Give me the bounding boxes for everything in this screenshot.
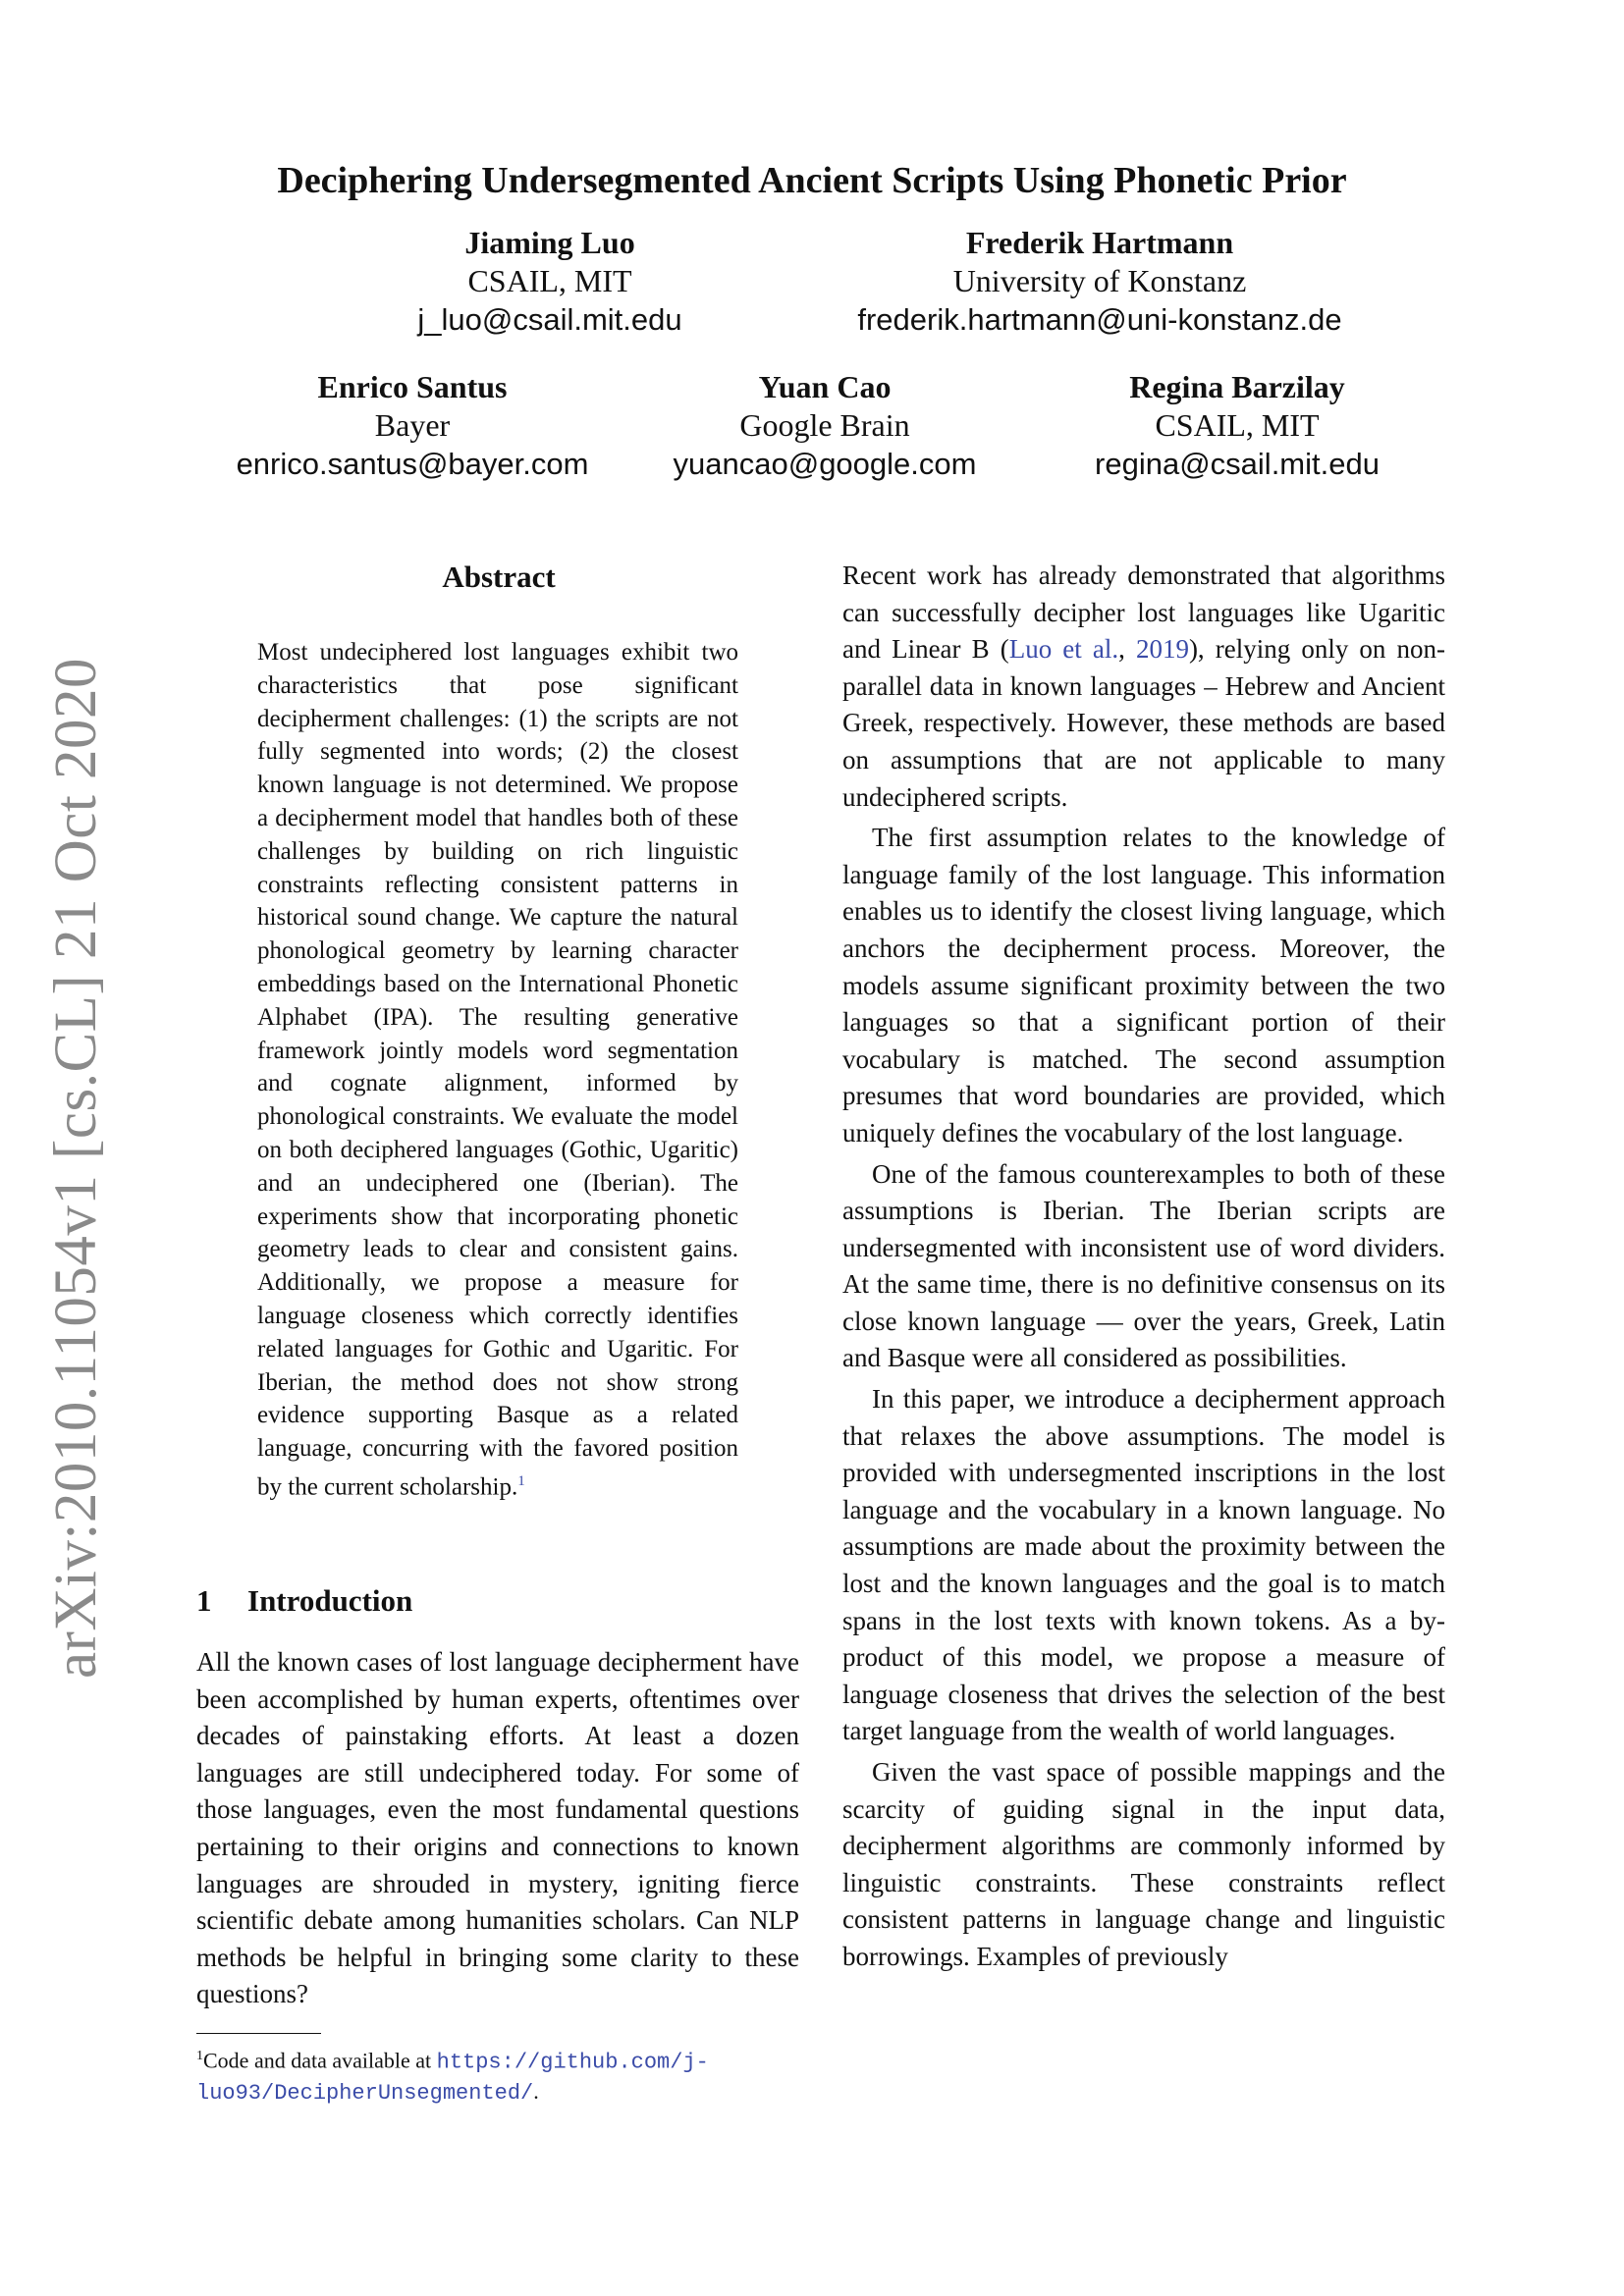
author-name: Jiaming Luo xyxy=(464,225,635,260)
abstract-text xyxy=(257,636,738,1504)
footnote-mark: 1 xyxy=(196,2049,203,2063)
footnote xyxy=(196,2042,803,2109)
author-block xyxy=(353,224,746,339)
section-number: 1 xyxy=(196,1583,212,1618)
abstract-body: Most undeciphered lost languages exhibit two characteristics that pose significant decipherment challenges: (1) the scripts are not fully segmented into words; (2) the closest known language is not determined. We propose a decipherment model that handles both of these challenges by building on rich linguistic constraints reflecting consistent patterns in historical sound change. We capture the natural phonological geometry by learning character embeddings based on the International Phonetic Alphabet (IPA). The resulting generative framework jointly models word segmentation and cognate alignment, informed by phonological constraints. We evaluate the model on both deciphered languages (Gothic, Ugaritic) and an undeciphered one (Iberian). The experiments show that incorporating phonetic geometry leads to clear and consistent gains. Additionally, we propose a measure for language closeness which correctly identifies related languages for Gothic and Ugaritic. For Iberian, the method does not show strong evidence supporting Basque as a related language, concurring with the favored position by the current scholarship. xyxy=(257,639,738,1501)
author-name: Frederik Hartmann xyxy=(965,225,1234,260)
paragraph-text: ), relying only on non-parallel data in known languages – Hebrew and Ancient Greek, respectively. However, these methods are based on assumptions that are not applicable to many undeciphered scripts. xyxy=(842,634,1445,812)
paragraph-text: Recent work has already demonstrated that algorithms can successfully decipher lost languages like Ugaritic and Linear B ( xyxy=(842,561,1445,665)
author-email[interactable]: yuancao@google.com xyxy=(673,447,977,481)
author-block xyxy=(815,224,1384,339)
footnote-end: . xyxy=(533,2079,539,2105)
intro-paragraph: One of the famous counterexamples to both of these assumptions is Iberian. The Iberian scripts are undersegmented with inconsistent use of word dividers. At the same time, there is no definitive consensus on its close known language — over the years, Greek, Latin and Basque were all considered as possibilities. xyxy=(842,1158,1445,1373)
section-heading xyxy=(196,1583,412,1619)
author-block xyxy=(1041,368,1434,483)
author-name: Yuan Cao xyxy=(758,369,892,404)
author-affiliation: CSAIL, MIT xyxy=(1155,407,1320,443)
author-name: Enrico Santus xyxy=(317,369,508,404)
section-title: Introduction xyxy=(247,1583,413,1618)
citation-link[interactable]: Luo et al. xyxy=(1008,634,1119,665)
author-name: Regina Barzilay xyxy=(1129,369,1345,404)
author-email[interactable]: enrico.santus@bayer.com xyxy=(236,447,589,481)
intro-paragraph: The first assumption relates to the knowledge of language family of the lost language. This information enables us to identify the closest living language, which anchors the decipherment process. Moreover, the models assume significant proximity between the two languages so that a significant portion of their vocabulary is matched. The second assumption presumes that word boundaries are provided, which uniquely defines the vocabulary of the lost language. xyxy=(842,823,1445,1148)
author-email[interactable]: frederik.hartmann@uni-konstanz.de xyxy=(857,302,1342,337)
footnote-reference[interactable]: 1 xyxy=(517,1472,525,1489)
abstract-heading: Abstract xyxy=(442,560,556,594)
author-affiliation: CSAIL, MIT xyxy=(467,263,632,298)
intro-paragraph: In this paper, we introduce a decipherment approach that relaxes the above assumptions. The model is provided with undersegmented inscriptions in the lost language and the vocabulary in a known language. No assumptions are made about the proximity between the lost and the known languages and the goal is to match spans in the lost texts with known tokens. As a by-product of this model, we propose a measure of language closeness that drives the selection of the best target language from the wealth of world languages. xyxy=(842,1384,1445,1746)
intro-paragraph: Given the vast space of possible mappings and the scarcity of guiding signal in the input data, decipherment algorithms are commonly informed by linguistic constraints. These constraints reflect consistent patterns in language change and linguistic borrowings. Examples of previously xyxy=(842,1757,1445,1971)
arxiv-identifier: arXiv:2010.11054v1 [cs.CL] 21 Oct 2020 xyxy=(43,657,109,1679)
paper-title: Deciphering Undersegmented Ancient Scripts Using Phonetic Prior xyxy=(277,160,1347,201)
intro-paragraph xyxy=(842,558,1445,816)
author-affiliation: Bayer xyxy=(374,407,451,443)
intro-paragraph: All the known cases of lost language decipherment have been accomplished by human experts, oftentimes over decades of painstaking efforts. At least a dozen languages are still undeciphered today. For some of those languages, even the most fundamental questions pertaining to their origins and connections to known languages are shrouded in mystery, igniting fierce scientific debate among humanities scholars. Can NLP methods be helpful in bringing some clarity to these questions? xyxy=(196,1647,799,2009)
author-email[interactable]: j_luo@csail.mit.edu xyxy=(417,302,682,337)
author-affiliation: Google Brain xyxy=(739,407,910,443)
footnote-divider xyxy=(196,2033,321,2034)
author-affiliation: University of Konstanz xyxy=(952,263,1247,298)
author-block xyxy=(628,368,1021,483)
citation-separator: , xyxy=(1118,634,1136,665)
author-block xyxy=(196,368,628,483)
code-link[interactable]: https://github.com/j-luo93/DecipherUnsegmented/ xyxy=(196,2050,709,2107)
citation-year-link[interactable]: 2019 xyxy=(1135,634,1189,665)
footnote-text: Code and data available at xyxy=(203,2048,437,2073)
right-column xyxy=(842,558,1445,1976)
author-email[interactable]: regina@csail.mit.edu xyxy=(1095,447,1380,481)
